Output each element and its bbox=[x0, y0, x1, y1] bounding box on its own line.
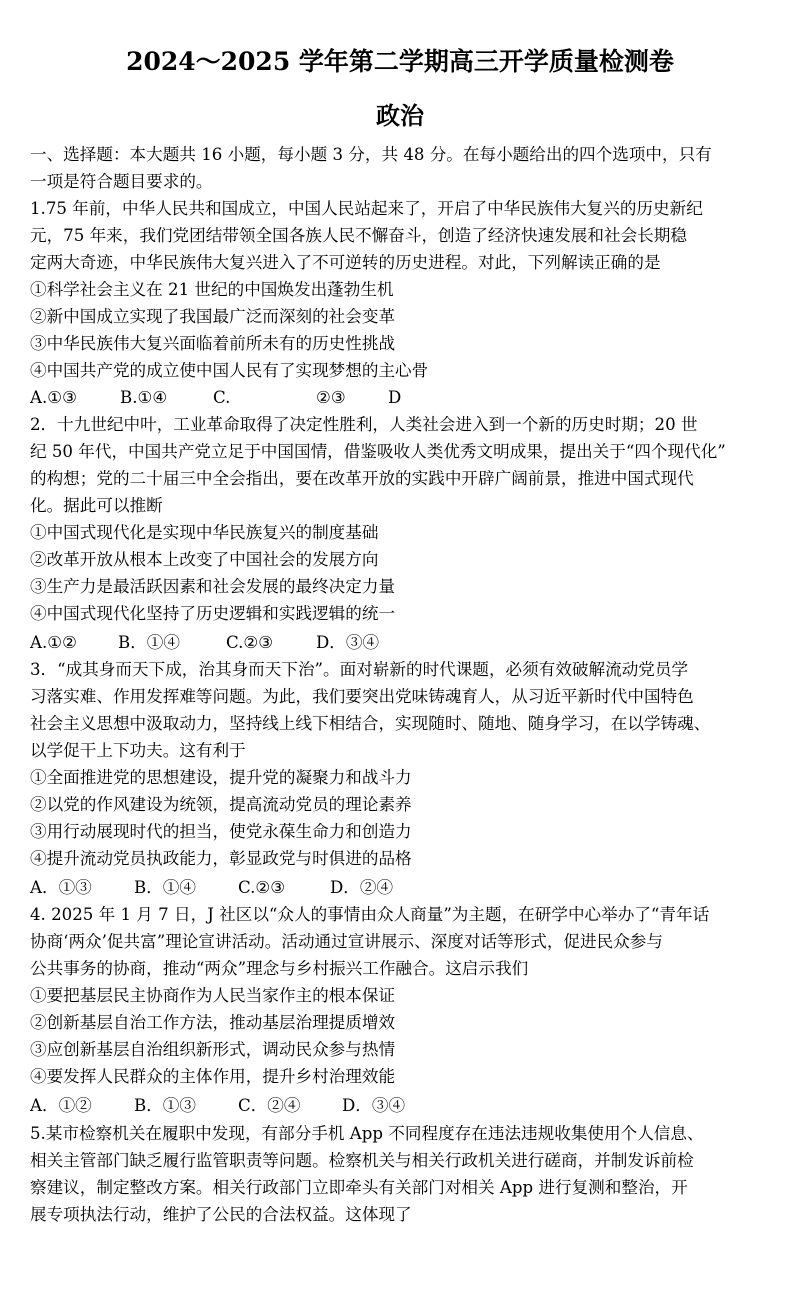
question-item: ④要发挥人民群众的主体作用，提升乡村治理效能 bbox=[30, 1067, 396, 1086]
question-stem-line: 定两大奇迹，中华民族伟大复兴进入了不可逆转的历史进程。对此，下列解读正确的是 bbox=[30, 253, 661, 272]
question-item: ②以党的作风建设为统领，提高流动党员的理论素养 bbox=[30, 795, 412, 814]
question-item: ①要把基层民主协商作为人民当家作主的根本保证 bbox=[30, 986, 396, 1005]
question-stem-line: 以学促干上下功夫。这有利于 bbox=[30, 741, 246, 760]
option-a: A．①③ bbox=[30, 878, 92, 897]
option-c: C.②③ bbox=[238, 878, 286, 897]
question-stem-line: 2．十九世纪中叶，工业革命取得了决定性胜利，人类社会进入到一个新的历史时期；20 世 bbox=[30, 415, 698, 434]
question-stem-line: 展专项执法行动，维护了公民的合法权益。这体现了 bbox=[30, 1205, 412, 1224]
option-c: C.②③ bbox=[226, 633, 274, 652]
option-c: C．②④ bbox=[238, 1096, 301, 1115]
option-a: A．①② bbox=[30, 1096, 92, 1115]
option-b: B．①④ bbox=[134, 878, 196, 897]
question-item: ③生产力是最活跃因素和社会发展的最终决定力量 bbox=[30, 577, 396, 596]
question-stem-line: 4. 2025 年 1 月 7 日，J 社区以“众人的事情由众人商量”为主题，在研学中心举办了“青年话 bbox=[30, 905, 710, 924]
question-item: ③用行动展现时代的担当，使党永葆生命力和创造力 bbox=[30, 822, 412, 841]
option-b: B．①③ bbox=[134, 1096, 196, 1115]
option-a: A.①③ bbox=[30, 388, 78, 407]
question-stem-line: 纪 50 年代，中国共产党立足于中国国情，借鉴吸收人类优秀文明成果，提出关于“四个现代化” bbox=[30, 442, 726, 461]
question-item: ④提升流动党员执政能力，彰显政党与时俱进的品格 bbox=[30, 849, 412, 868]
question-stem-line: 化。据此可以推断 bbox=[30, 496, 163, 515]
option-d: D．③④ bbox=[316, 633, 380, 652]
question-stem-line: 社会主义思想中汲取动力，坚持线上线下相结合，实现随时、随地、随身学习，在以学铸魂、 bbox=[30, 714, 711, 733]
question-stem-line: 的构想；党的二十届三中全会指出，要在改革开放的实践中开辟广阔前景，推进中国式现代 bbox=[30, 469, 694, 488]
option-c: C. bbox=[213, 388, 231, 407]
question-stem-line: 1.75 年前，中华人民共和国成立，中国人民站起来了，开启了中华民族伟大复兴的历史新纪 bbox=[30, 199, 703, 218]
option-a: A.①② bbox=[30, 633, 78, 652]
question-item: ④中国共产党的成立使中国人民有了实现梦想的主心骨 bbox=[30, 361, 429, 380]
subject-title: 政治 bbox=[376, 101, 424, 130]
option-c-value: ②③ bbox=[316, 388, 346, 407]
question-item: ①中国式现代化是实现中华民族复兴的制度基础 bbox=[30, 523, 379, 542]
question-stem-line: 3．“成其身而天下成，治其身而天下治”。面对崭新的时代课题，必须有效破解流动党员学 bbox=[30, 660, 689, 679]
exam-title: 2024～2025 学年第二学期高三开学质量检测卷 bbox=[126, 47, 674, 76]
question-stem-line: 5.某市检察机关在履职中发现，有部分手机 App 不同程度存在违法违规收集使用个人信息、 bbox=[30, 1124, 704, 1143]
question-stem-line: 协商‘两众’促共富”理论宣讲活动。活动通过宣讲展示、深度对话等形式，促进民众参与 bbox=[30, 932, 663, 951]
question-item: ②新中国成立实现了我国最广泛而深刻的社会变革 bbox=[30, 307, 396, 326]
question-stem-line: 元，75 年来，我们党团结带领全国各族人民不懈奋斗，创造了经济快速发展和社会长期稳 bbox=[30, 226, 687, 245]
question-item: ①全面推进党的思想建设，提升党的凝聚力和战斗力 bbox=[30, 768, 412, 787]
question-stem-line: 察建议，制定整改方案。相关行政部门立即牵头有关部门对相关 App 进行复测和整治，开 bbox=[30, 1178, 688, 1197]
question-item: ④中国式现代化坚持了历史逻辑和实践逻辑的统一 bbox=[30, 604, 396, 623]
question-stem-line: 公共事务的协商，推动“两众”理念与乡村振兴工作融合。这启示我们 bbox=[30, 959, 529, 978]
instructions-line: 一、选择题：本大题共 16 小题，每小题 3 分，共 48 分。在每小题给出的四个选项中，只有 bbox=[30, 145, 712, 164]
question-stem-line: 习落实难、作用发挥难等问题。为此，我们要突出党味铸魂育人，从习近平新时代中国特色 bbox=[30, 687, 694, 706]
question-item: ①科学社会主义在 21 世纪的中国焕发出蓬勃生机 bbox=[30, 280, 394, 299]
question-item: ③中华民族伟大复兴面临着前所未有的历史性挑战 bbox=[30, 334, 396, 353]
question-stem-line: 相关主管部门缺乏履行监管职责等问题。检察机关与相关行政机关进行磋商，并制发诉前检 bbox=[30, 1151, 694, 1170]
question-item: ③应创新基层自治组织新形式，调动民众参与热情 bbox=[30, 1040, 396, 1059]
option-d: D bbox=[388, 388, 402, 407]
option-b: B．①④ bbox=[118, 633, 180, 652]
option-d: D．③④ bbox=[342, 1096, 406, 1115]
option-d: D．②④ bbox=[330, 878, 394, 897]
option-b: B.①④ bbox=[120, 388, 168, 407]
instructions-line: 一项是符合题目要求的。 bbox=[30, 172, 213, 191]
question-item: ②创新基层自治工作方法，推动基层治理提质增效 bbox=[30, 1013, 396, 1032]
question-item: ②改革开放从根本上改变了中国社会的发展方向 bbox=[30, 550, 379, 569]
